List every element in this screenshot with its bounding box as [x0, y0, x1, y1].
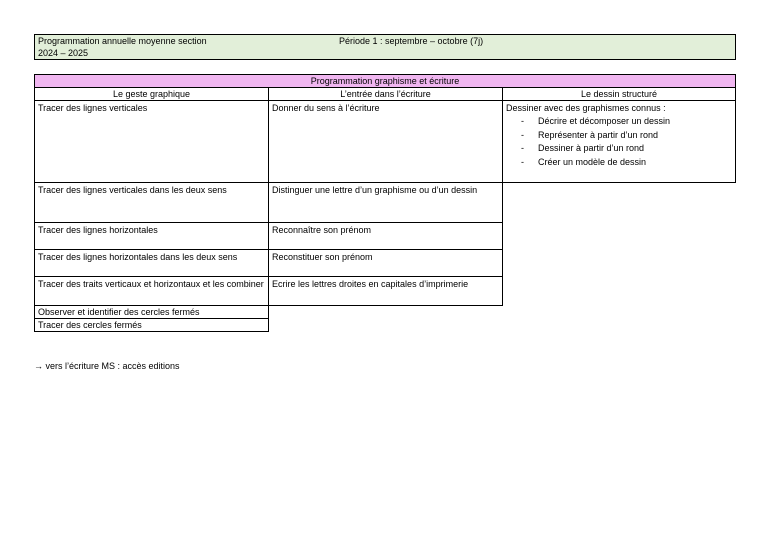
geste-cell: Tracer des lignes horizontales dans les deux sens	[34, 249, 269, 277]
geste-cell: Tracer des cercles fermés	[34, 318, 269, 332]
ecriture-cell: Distinguer une lettre d’un graphisme ou d’un dessin	[268, 182, 503, 223]
header-box	[34, 34, 736, 60]
ecriture-cell: Reconnaître son prénom	[268, 222, 503, 250]
header-title	[38, 36, 207, 59]
dessin-cell	[502, 100, 736, 183]
ecriture-cell: Donner du sens à l’écriture	[268, 100, 503, 183]
header-period: Période 1 : septembre – octobre (7j)	[339, 36, 484, 46]
geste-cell: Observer et identifier des cercles fermés	[34, 305, 269, 319]
geste-cell: Tracer des traits verticaux et horizontaux et les combiner	[34, 276, 269, 306]
header-title-line1: Programmation annuelle moyenne section	[38, 36, 207, 46]
column-header-geste: Le geste graphique	[34, 87, 269, 101]
list-item: - Représenter à partir d’un rond	[521, 129, 732, 143]
list-item: - Créer un modèle de dessin	[521, 156, 732, 170]
list-item: - Dessiner à partir d’un rond	[521, 142, 732, 156]
geste-cell: Tracer des lignes horizontales	[34, 222, 269, 250]
geste-cell: Tracer des lignes verticales	[34, 100, 269, 183]
geste-cell: Tracer des lignes verticales dans les deux sens	[34, 182, 269, 223]
column-header-ecriture: L’entrée dans l’écriture	[268, 87, 503, 101]
dessin-intro: Dessiner avec des graphismes connus :	[506, 103, 666, 113]
header-title-line2: 2024 – 2025	[38, 47, 89, 58]
column-header-dessin: Le dessin structuré	[502, 87, 736, 101]
dessin-list	[506, 115, 732, 169]
footnote: → vers l’écriture MS : accès editions	[34, 361, 180, 371]
ecriture-cell: Reconstituer son prénom	[268, 249, 503, 277]
list-item: - Décrire et décomposer un dessin	[521, 115, 732, 129]
ecriture-cell: Ecrire les lettres droites en capitales d’imprimerie	[268, 276, 503, 306]
table-title: Programmation graphisme et écriture	[34, 74, 736, 88]
